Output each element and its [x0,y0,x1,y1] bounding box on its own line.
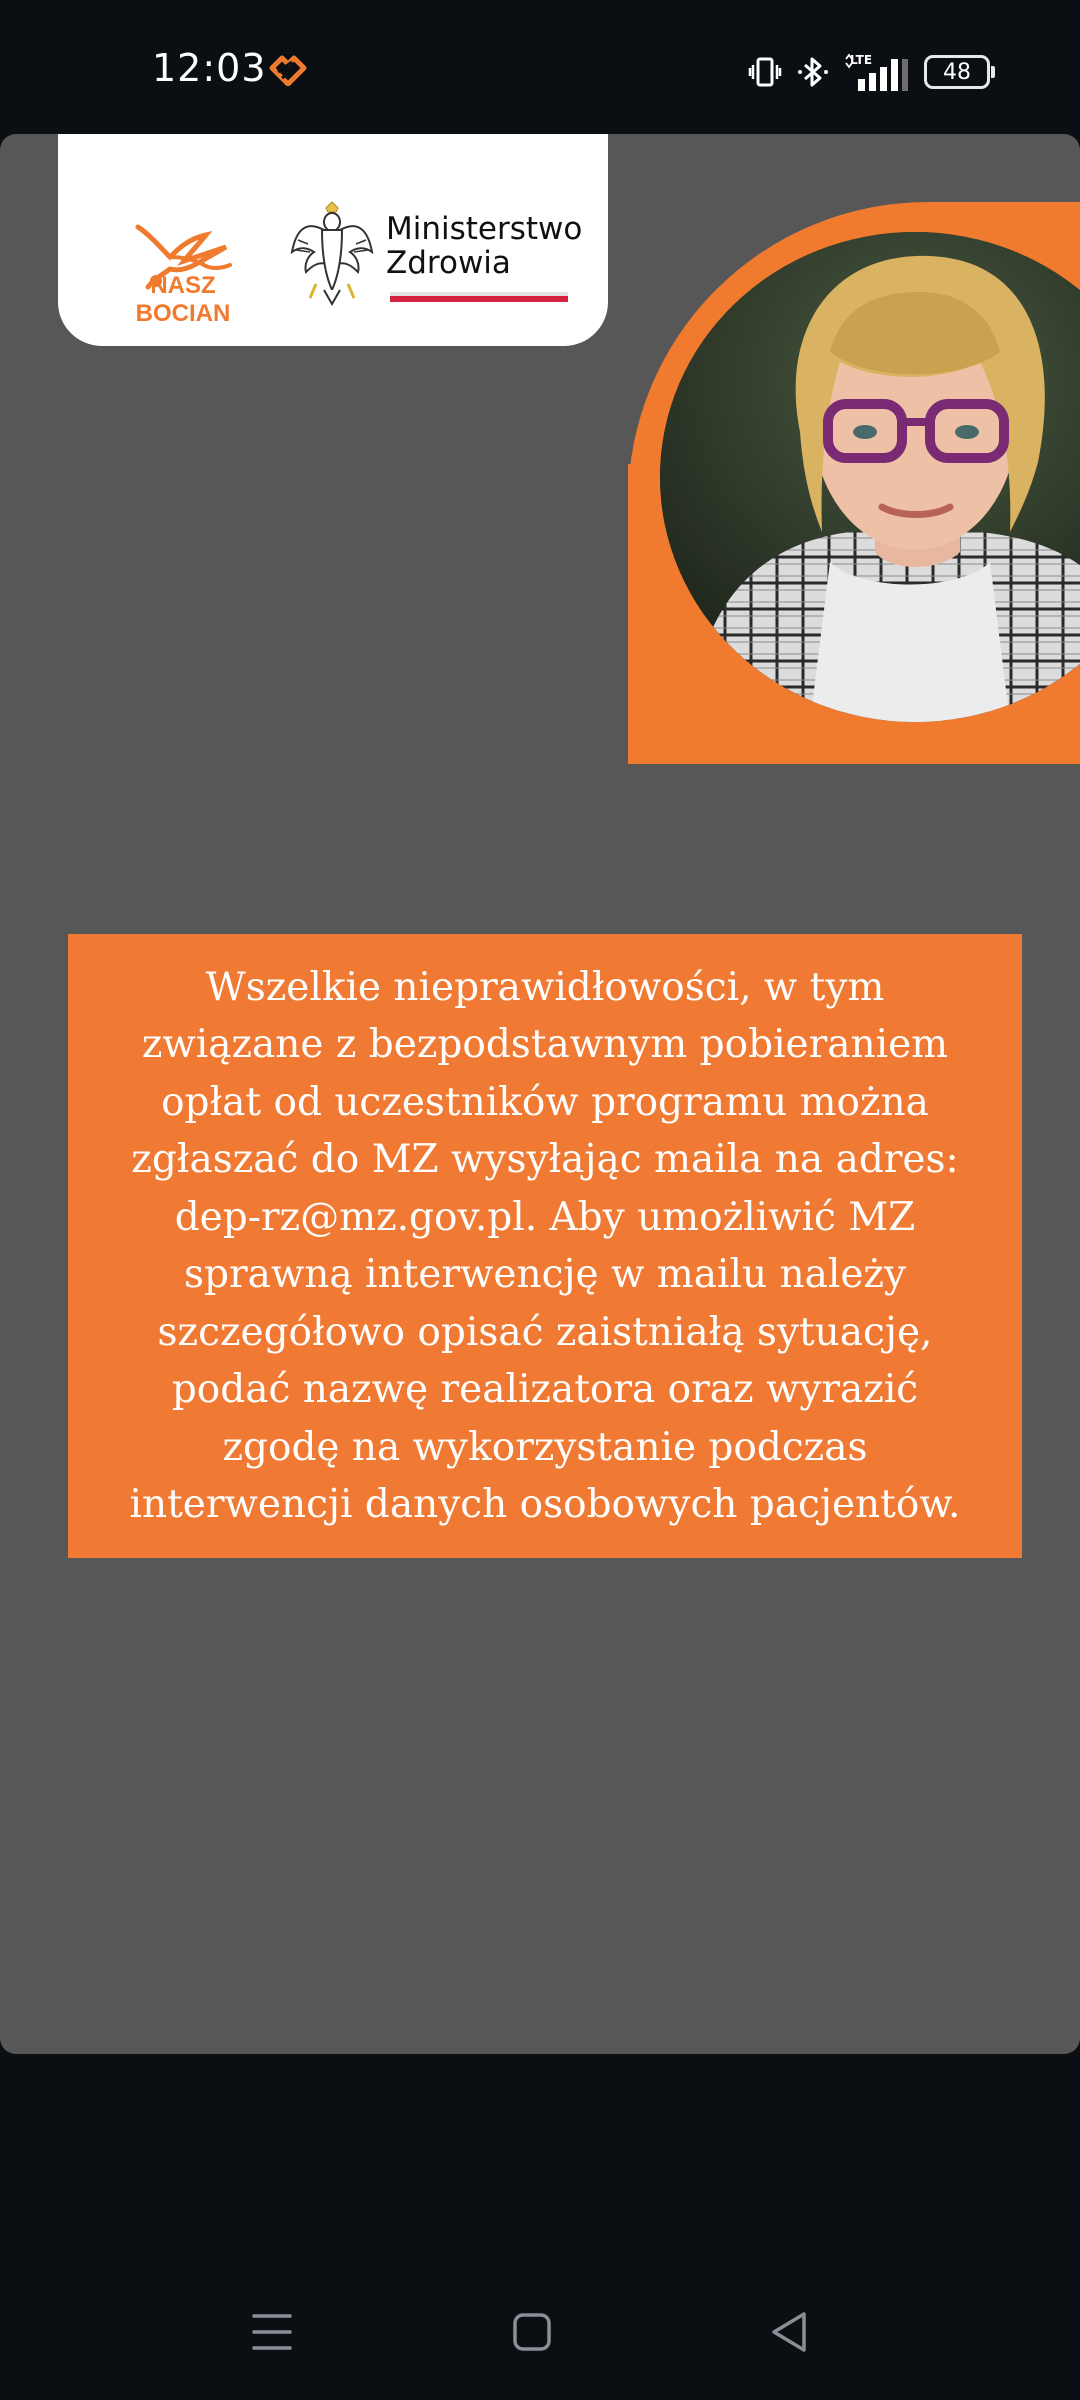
message-line: Wszelkie nieprawidłowości, w tym [205,964,885,1010]
logo-panel [58,134,608,346]
clock: 12:03 [152,46,267,90]
status-icons [748,52,990,92]
navigation-bar [0,2260,1080,2400]
back-icon[interactable] [760,2302,820,2362]
battery-level: 48 [943,59,971,85]
portrait-illustration [660,232,1080,722]
battery-icon [924,55,990,89]
bluetooth-icon [796,55,830,89]
message-line: podać nazwę realizatora oraz wyrazić [171,1367,919,1412]
message-line: zgłaszać do MZ wysyłając maila na adres: [131,1137,959,1182]
post-card[interactable] [0,134,1080,2054]
ministry-logo-text [386,212,582,280]
info-message-text [130,959,961,1534]
message-line: dep-rz@mz.gov.pl. Aby umożliwić MZ [174,1194,916,1240]
network-type-label: LTE [850,53,873,67]
polish-eagle-emblem-icon [286,200,378,310]
lte-signal-icon [844,53,910,91]
message-line: interwencji danych osobowych pacjentów. [129,1482,961,1527]
status-bar [0,0,1080,112]
vibrate-icon [748,55,782,89]
message-line: szczegółowo opisać zaistniałą sytuację, [157,1309,933,1355]
info-message-box [68,934,1022,1558]
ministry-line-2: Zdrowia [386,245,511,281]
nasz-bocian-logo-text: NASZ BOCIAN [135,272,231,327]
orange-heart-badge-icon [268,54,308,86]
menu-icon[interactable] [242,2302,302,2362]
message-line: opłat od uczestników programu można [161,1079,929,1125]
polish-flag-stripe [390,292,568,302]
photo-frame [628,202,1080,764]
ministry-line-1: Ministerstwo [386,211,583,247]
message-line: zgodę na wykorzystanie podczas [222,1424,868,1470]
message-line: związane z bezpodstawnym pobieraniem [141,1022,949,1067]
message-line: sprawną interwencję w mailu należy [184,1252,906,1297]
home-icon[interactable] [502,2302,562,2362]
portrait-photo [660,232,1080,722]
